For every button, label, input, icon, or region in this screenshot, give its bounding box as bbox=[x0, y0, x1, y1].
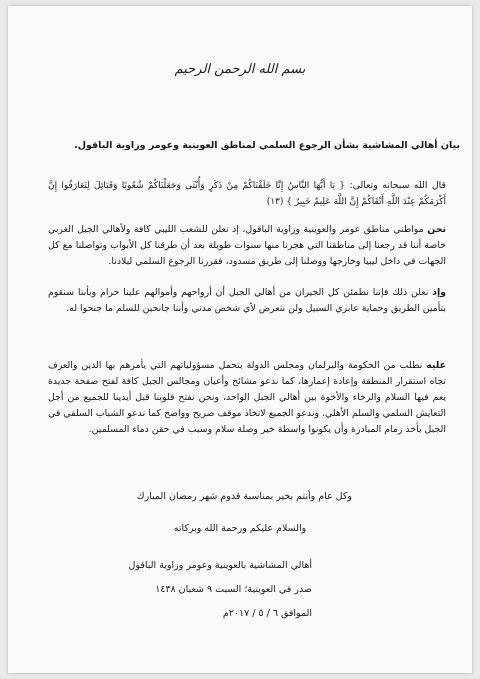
paragraph-text: نطلب من الحكومة والبرلمان ومجلس الدولة بتحمل مسؤولياتهم التي يأمرهم بها الدين والعرف تجاه استقرار المنطقة وإعادة إعمارها، كما ندعو مشائخ وأعيان ومجالس الجبل كافة لفتح صفحة جديدة يعم فيها السلام والرخاء والأخوة بين أهالي الجبل الواحد، ونحن نفتح قلوبنا قبل أيدينا للجميع من أجل التعايش السلمي والسلم الأهلي. وندعو الجميع لاتخاذ موقف صريح وواضح كما ندعو الشباب السلفي في الجبل بأخذ زمام المبادرة وأن يكونوا واسطة خير وصلة سلام وسبب في حقن دماء المسلمين. bbox=[48, 360, 446, 435]
paragraph-lead: عليه bbox=[426, 360, 446, 371]
quran-verse-paragraph bbox=[48, 178, 446, 210]
salutation: والسلام عليكم ورحمة الله وبركاته bbox=[173, 523, 307, 534]
paragraph-lead: وإذ bbox=[432, 287, 446, 298]
paragraph-text: مواطني مناطق عومر والعوينية وزاوية الباقول، إذ نعلن للشعب الليبي كافة ولأهالي الجبل الغربي خاصة أننا قد رجعنا إلى مناطقنا التي هجرنا منها سنوات طويلة بعد أن طرقنا كل الأبواب وتواصلنا مع كل الجهات في داخل ليبيا وخارجها ووصلنا إلى طريق مسدود، فقررنا الرجوع السلمي لبلادنا. bbox=[48, 224, 446, 267]
gregorian-date: الموافق ٦ / ٥ / ٢٠١٧م bbox=[222, 608, 312, 619]
reassurance-paragraph bbox=[48, 285, 446, 317]
document-page bbox=[8, 6, 472, 673]
paragraph-lead: نحن bbox=[427, 224, 446, 235]
basmala-heading: بسم الله الرحمن الرحيم bbox=[174, 62, 306, 77]
announcement-paragraph bbox=[48, 222, 446, 270]
verse-text: { يَا أَيُّهَا النَّاسُ إِنَّا خَلَقْنَاكُمْ مِنْ ذَكَرٍ وَأُنْثَى وَجَعَلْنَاكُمْ شُعُوبًا وَقَبَائِلَ لِتَعَارَفُوا إِنَّ أَكْرَمَكُمْ عِنْدَ اللَّهِ أَتْقَاكُمْ إِنَّ اللَّهَ عَلِيمٌ خَبِيرٌ } (١٣) bbox=[48, 181, 446, 207]
paragraph-text: نعلن ذلك فإننا نطمئن كل الجيران من أهالي الجبل أن أرواحهم وأموالهم علينا حرام وبأننا سنقوم بتأمين الطريق وحماية عابري السبيل ولن نتعرض لأي شخص مدني وأننا جانحين للسلم ما جنحوا له. bbox=[48, 287, 446, 314]
request-paragraph bbox=[48, 358, 446, 438]
signature-block bbox=[72, 554, 312, 626]
ramadan-greeting: وكل عام وأنتم بخير بمناسبة قدوم شهر رمضان المبارك bbox=[136, 491, 352, 502]
statement-title: بيان أهالي المشاشية بشأن الرجوع السلمي لمناطق العوينية وعومر وزاوية الباقول. bbox=[74, 140, 460, 151]
signature-name: أهالي المشاشية بالعوينية وعومر وزاوية الباقول bbox=[128, 560, 312, 571]
issued-place-date: صدر في العوينية؛ السبت ٩ شعبان ١٤٣٨ bbox=[155, 584, 312, 595]
verse-intro: قال الله سبحانه وتعالى: bbox=[345, 180, 447, 191]
